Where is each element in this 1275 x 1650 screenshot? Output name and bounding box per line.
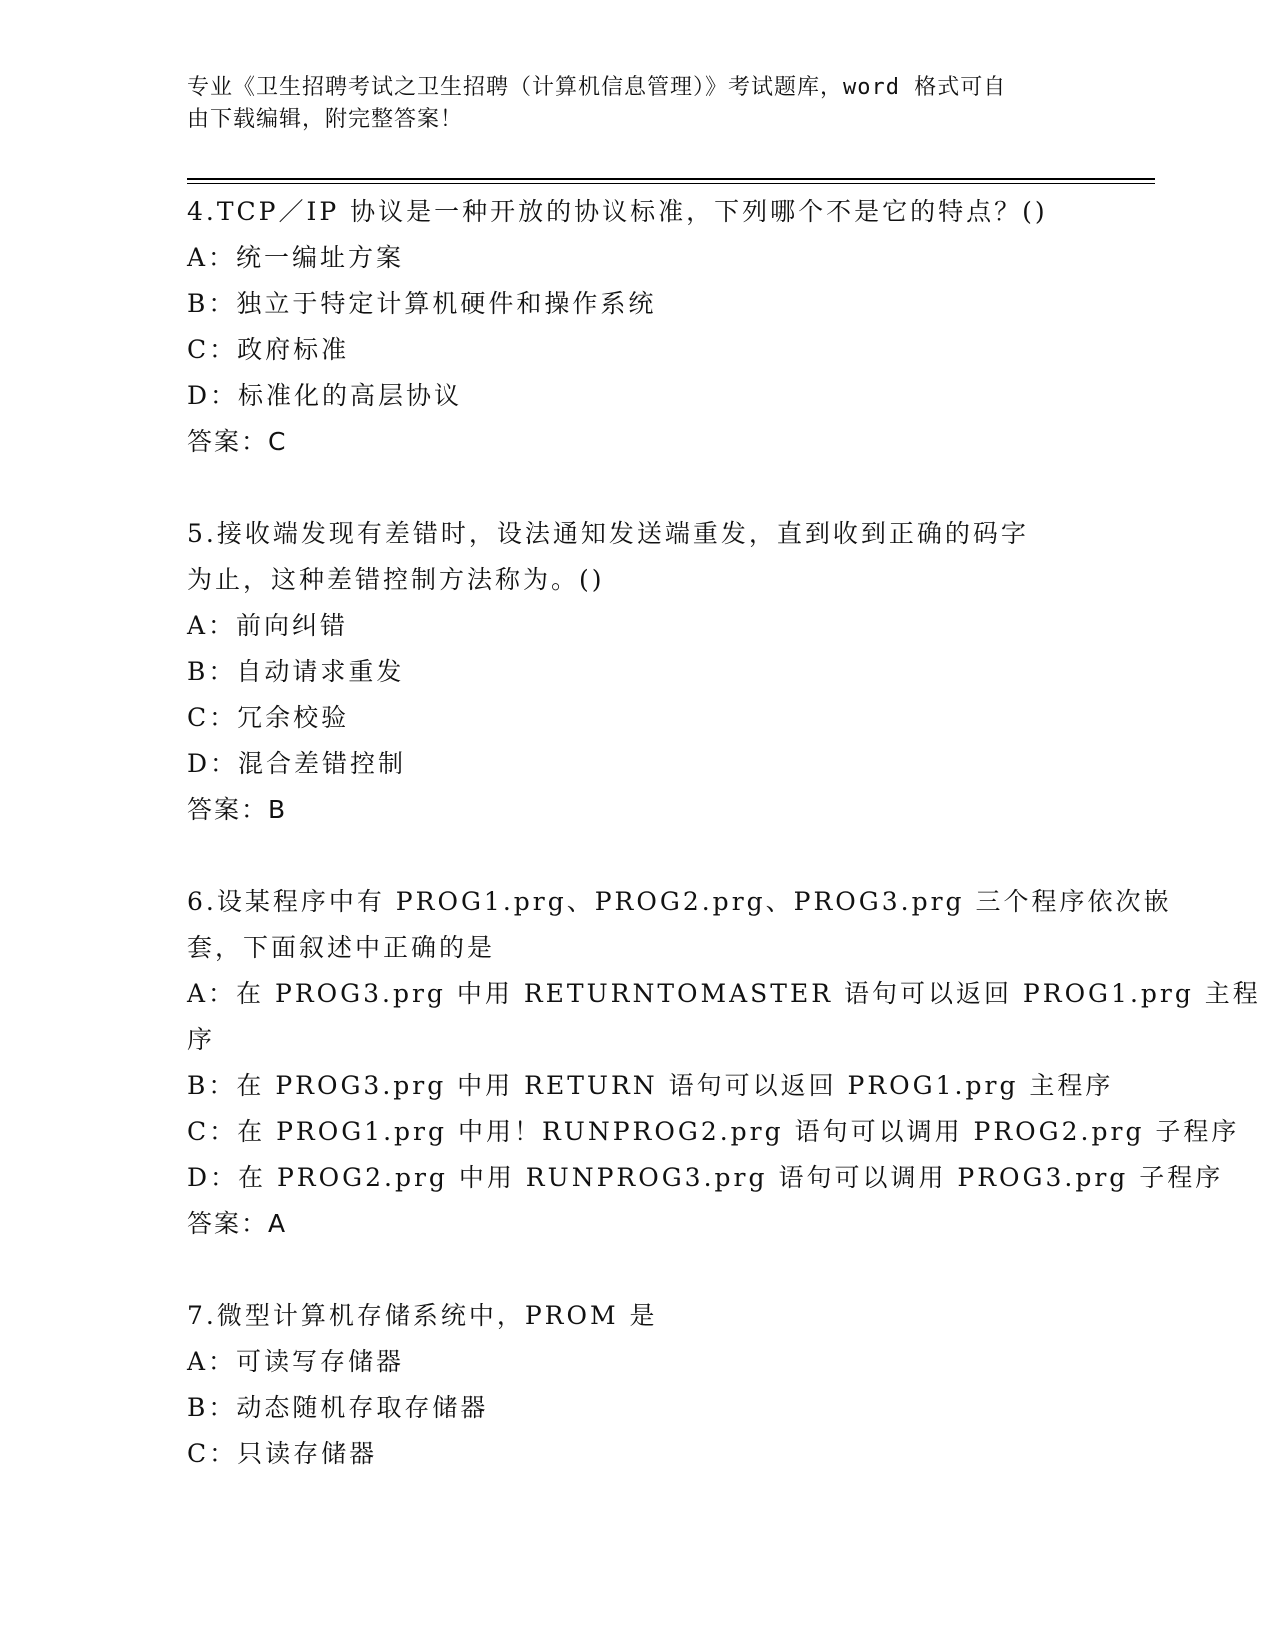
question-4 bbox=[187, 189, 1087, 465]
option-c: C：只读存储器 bbox=[187, 1439, 378, 1468]
option-b: B：独立于特定计算机硬件和操作系统 bbox=[187, 289, 657, 318]
option-b: B：自动请求重发 bbox=[187, 657, 405, 686]
option-a: A：统一编址方案 bbox=[187, 243, 405, 272]
question-stem: 5.接收端发现有差错时，设法通知发送端重发，直到收到正确的码字 bbox=[187, 519, 1029, 548]
option-d: D：混合差错控制 bbox=[187, 749, 407, 778]
option-c: C：政府标准 bbox=[187, 335, 350, 364]
option-d: D：标准化的高层协议 bbox=[187, 381, 463, 410]
answer-line: 答案：C bbox=[187, 427, 288, 456]
question-5 bbox=[187, 511, 1087, 833]
question-stem-continued: 套，下面叙述中正确的是 bbox=[187, 933, 496, 962]
question-list bbox=[187, 189, 1261, 1523]
answer-line: 答案：B bbox=[187, 795, 288, 824]
option-a-continued: 序 bbox=[187, 1025, 216, 1054]
header-line-1: 专业《卫生招聘考试之卫生招聘（计算机信息管理）》考试题库，word 格式可自 bbox=[187, 75, 1007, 100]
answer-line: 答案：A bbox=[187, 1209, 288, 1238]
question-6 bbox=[187, 879, 1261, 1247]
question-stem-continued: 为止，这种差错控制方法称为。() bbox=[187, 565, 605, 594]
option-a: A：可读写存储器 bbox=[187, 1347, 405, 1376]
question-7 bbox=[187, 1293, 1087, 1477]
header-line-2: 由下载编辑，附完整答案！ bbox=[187, 107, 464, 132]
question-stem: 6.设某程序中有 PROG1.prg、PROG2.prg、PROG3.prg 三个程序依次嵌 bbox=[187, 887, 1172, 916]
option-b: B：动态随机存取存储器 bbox=[187, 1393, 489, 1422]
header-rule-thin bbox=[187, 183, 1155, 184]
option-c: C：在 PROG1.prg 中用！RUNPROG2.prg 语句可以调用 PROG2.prg 子程序 bbox=[187, 1117, 1240, 1146]
document-header bbox=[187, 72, 1077, 136]
option-d: D：在 PROG2.prg 中用 RUNPROG3.prg 语句可以调用 PROG3.prg 子程序 bbox=[187, 1163, 1224, 1192]
question-stem: 4.TCP／IP 协议是一种开放的协议标准，下列哪个不是它的特点？() bbox=[187, 197, 1048, 226]
option-c: C：冗余校验 bbox=[187, 703, 350, 732]
option-a: A：前向纠错 bbox=[187, 611, 349, 640]
option-b: B：在 PROG3.prg 中用 RETURN 语句可以返回 PROG1.prg 主程序 bbox=[187, 1071, 1114, 1100]
question-stem: 7.微型计算机存储系统中，PROM 是 bbox=[187, 1301, 658, 1330]
option-a: A：在 PROG3.prg 中用 RETURNTOMASTER 语句可以返回 PROG1.prg 主程 bbox=[187, 979, 1261, 1008]
header-rule-thick bbox=[187, 178, 1155, 180]
